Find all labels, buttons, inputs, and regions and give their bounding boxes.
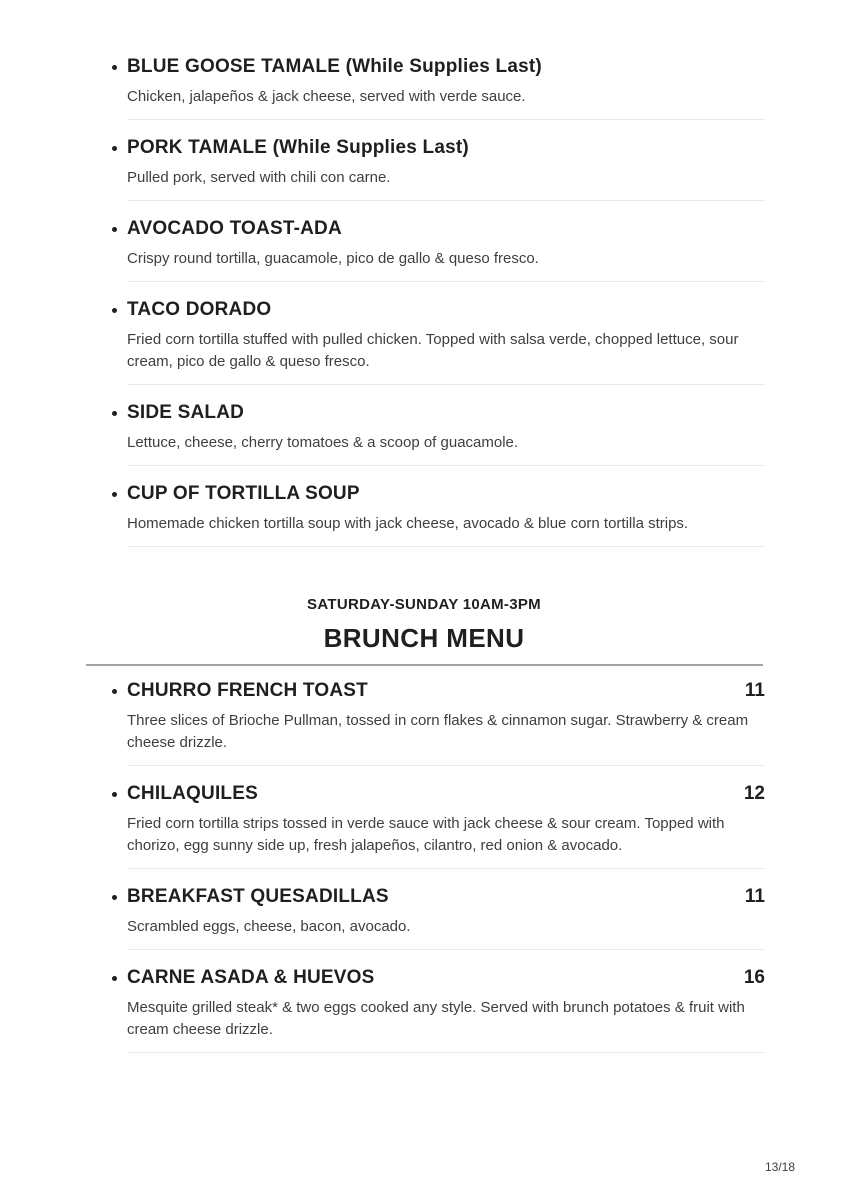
menu-item-name: AVOCADO TOAST-ADA	[127, 218, 342, 239]
menu-page-content	[112, 56, 765, 1070]
menu-item-header	[112, 299, 765, 321]
bullet-icon	[112, 689, 117, 694]
menu-item-cup-of-tortilla-soup	[112, 483, 765, 547]
menu-item-header	[112, 402, 765, 424]
menu-item-description: Fried corn tortilla stuffed with pulled chicken. Topped with salsa verde, chopped lettuce, sour cream, pico de gallo & queso fresco.	[127, 331, 739, 370]
menu-item-name: CARNE ASADA & HUEVOS	[127, 967, 375, 988]
menu-item-side-salad	[112, 402, 765, 466]
item-separator	[127, 200, 765, 201]
bullet-icon	[112, 146, 117, 151]
item-separator	[127, 1052, 765, 1053]
menu-item-price: 12	[743, 783, 765, 804]
menu-item-header	[112, 783, 765, 805]
menu-item-header	[112, 137, 765, 159]
brunch-schedule: SATURDAY-SUNDAY 10AM-3PM	[307, 596, 541, 613]
menu-item-header	[112, 886, 765, 908]
menu-item-name: SIDE SALAD	[127, 402, 245, 423]
item-separator	[127, 546, 765, 547]
bullet-icon	[112, 227, 117, 232]
menu-item-blue-goose-tamale	[112, 56, 765, 120]
menu-item-description: Homemade chicken tortilla soup with jack cheese, avocado & blue corn tortilla strips.	[127, 515, 689, 532]
item-separator	[127, 949, 765, 950]
item-separator	[127, 384, 765, 385]
menu-item-name: TACO DORADO	[127, 299, 272, 320]
menu-item-name: BREAKFAST QUESADILLAS	[127, 886, 389, 907]
menu-item-pork-tamale	[112, 137, 765, 201]
menu-item-name: BLUE GOOSE TAMALE (While Supplies Last)	[127, 56, 542, 77]
item-separator	[127, 465, 765, 466]
section-divider	[86, 664, 763, 666]
menu-item-description: Pulled pork, served with chili con carne.	[127, 169, 391, 186]
item-separator	[127, 281, 765, 282]
menu-item-description: Chicken, jalapeños & jack cheese, served with verde sauce.	[127, 88, 526, 105]
item-separator	[127, 868, 765, 869]
menu-item-price: 11	[744, 680, 765, 701]
menu-item-name: CHURRO FRENCH TOAST	[127, 680, 368, 701]
menu-item-header	[112, 56, 765, 78]
menu-item-carne-asada-huevos	[112, 967, 765, 1053]
menu-item-name: CHILAQUILES	[127, 783, 258, 804]
menu-item-description: Mesquite grilled steak* & two eggs cooked any style. Served with brunch potatoes & fruit with cream cheese drizzle.	[127, 999, 745, 1038]
bullet-icon	[112, 411, 117, 416]
bullet-icon	[112, 792, 117, 797]
menu-item-price: 11	[744, 886, 765, 907]
bullet-icon	[112, 65, 117, 70]
item-separator	[127, 119, 765, 120]
bullet-icon	[112, 976, 117, 981]
menu-item-name: CUP OF TORTILLA SOUP	[127, 483, 360, 504]
menu-item-taco-dorado	[112, 299, 765, 385]
item-separator	[127, 765, 765, 766]
menu-item-description: Fried corn tortilla strips tossed in verde sauce with jack cheese & sour cream. Topped with chorizo, egg sunny side up, fresh jalapeños, cilantro, red onion & avocado.	[127, 815, 725, 854]
menu-item-price: 16	[743, 967, 765, 988]
page-number: 13/18	[764, 1160, 795, 1174]
menu-item-description: Lettuce, cheese, cherry tomatoes & a scoop of guacamole.	[127, 434, 519, 451]
menu-item-breakfast-quesadillas	[112, 886, 765, 950]
brunch-section-header	[0, 595, 848, 654]
menu-item-header	[112, 680, 765, 702]
menu-item-header	[112, 483, 765, 505]
menu-item-description: Scrambled eggs, cheese, bacon, avocado.	[127, 918, 411, 935]
menu-item-description: Crispy round tortilla, guacamole, pico de gallo & queso fresco.	[127, 250, 539, 267]
menu-item-header	[112, 967, 765, 989]
menu-item-description: Three slices of Brioche Pullman, tossed in corn flakes & cinnamon sugar. Strawberry & cream cheese drizzle.	[127, 712, 749, 751]
brunch-menu-title: BRUNCH MENU	[323, 623, 525, 653]
menu-item-churro-french-toast	[112, 680, 765, 766]
menu-item-chilaquiles	[112, 783, 765, 869]
menu-item-name: PORK TAMALE (While Supplies Last)	[127, 137, 469, 158]
bullet-icon	[112, 308, 117, 313]
menu-item-avocado-toast-ada	[112, 218, 765, 282]
bullet-icon	[112, 492, 117, 497]
bullet-icon	[112, 895, 117, 900]
menu-item-header	[112, 218, 765, 240]
